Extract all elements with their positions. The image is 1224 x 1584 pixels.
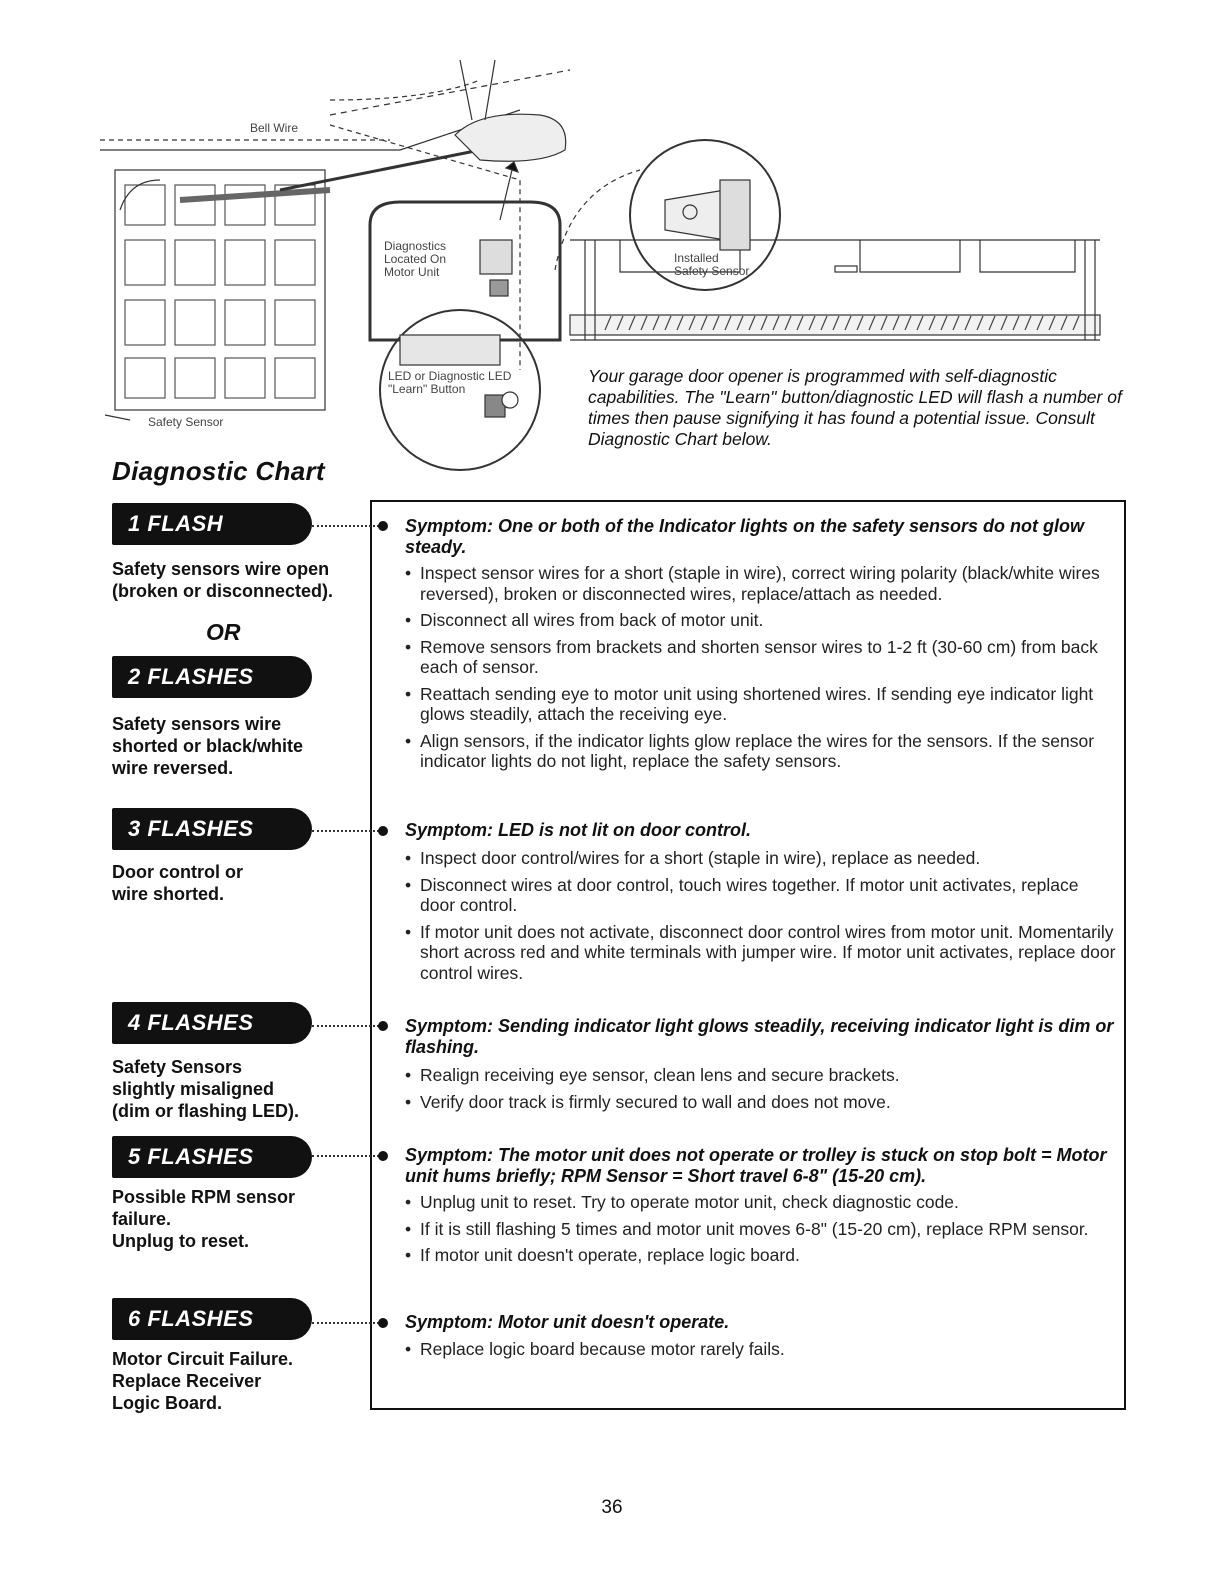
page-number: 36	[601, 1497, 623, 1518]
list-item: • Inspect sensor wires for a short (staple in wire), correct wiring polarity (black/white wires reversed), broken or disconnected wires, replace/attach as needed.	[405, 563, 1117, 604]
flash-cause-5: Possible RPM sensor failure. Unplug to reset.	[112, 1187, 296, 1251]
symptom-steps-1	[405, 563, 1117, 778]
flash-code-badge-6: 6 FLASHES	[112, 1298, 312, 1340]
symptom-steps-3	[405, 1065, 1117, 1118]
list-item: • Remove sensors from brackets and shorten sensor wires to 1-2 ft (30-60 cm) from back each of sensor.	[405, 637, 1117, 678]
flash-code-badge-4: 4 FLASHES	[112, 1002, 312, 1044]
flash-code-badge-2: 2 FLASHES	[112, 656, 312, 698]
list-item: • Disconnect all wires from back of motor unit.	[405, 610, 1117, 631]
symptom-bullet	[378, 1318, 388, 1328]
page-title: Diagnostic Chart	[112, 456, 325, 486]
symptom-bullet	[378, 521, 388, 531]
list-item: • Replace logic board because motor rarely fails.	[405, 1339, 1117, 1360]
flash-code-badge-5: 5 FLASHES	[112, 1136, 312, 1178]
led-learn-button-label: LED or Diagnostic LED "Learn" Button	[388, 369, 512, 396]
flash-cause-1: Safety sensors wire open (broken or disconnected).	[112, 559, 334, 601]
list-item: • Unplug unit to reset. Try to operate motor unit, check diagnostic code.	[405, 1192, 1117, 1213]
list-item: • Align sensors, if the indicator lights glow replace the wires for the sensors. If the sensor indicator lights do not light, replace the safety sensors.	[405, 731, 1117, 772]
symptom-title-1: Symptom: One or both of the Indicator lights on the safety sensors do not glow steady.	[405, 516, 1085, 557]
list-item: • If it is still flashing 5 times and motor unit moves 6-8" (15-20 cm), replace RPM sensor.	[405, 1219, 1117, 1240]
or-separator: OR	[206, 619, 241, 645]
leader-line	[312, 1322, 379, 1324]
list-item: • Disconnect wires at door control, touch wires together. If motor unit activates, replace door control.	[405, 875, 1117, 916]
flash-code-badge-1: 1 FLASH	[112, 503, 312, 545]
flash-cause-4: Safety Sensors slightly misaligned (dim or flashing LED).	[112, 1057, 299, 1121]
flash-code-badge-3: 3 FLASHES	[112, 808, 312, 850]
installed-safety-sensor-label: Installed Safety Sensor	[674, 251, 750, 278]
list-item: • Reattach sending eye to motor unit using shortened wires. If sending eye indicator light glows steadily, attach the receiving eye.	[405, 684, 1117, 725]
symptom-bullet	[378, 1151, 388, 1161]
symptom-bullet	[378, 1021, 388, 1031]
list-item: • Realign receiving eye sensor, clean lens and secure brackets.	[405, 1065, 1117, 1086]
diagnostics-location-label: Diagnostics Located On Motor Unit	[384, 239, 447, 279]
safety-sensor-label: Safety Sensor	[148, 415, 224, 429]
list-item: • If motor unit doesn't operate, replace logic board.	[405, 1245, 1117, 1266]
leader-line	[312, 1155, 379, 1157]
flash-cause-6: Motor Circuit Failure. Replace Receiver Logic Board.	[112, 1349, 294, 1413]
list-item: • Verify door track is firmly secured to wall and does not move.	[405, 1092, 1117, 1113]
bell-wire-label: Bell Wire	[250, 121, 299, 135]
symptom-steps-5	[405, 1339, 1117, 1366]
symptom-steps-4	[405, 1192, 1117, 1272]
list-item: • If motor unit does not activate, disconnect door control wires from motor unit. Momentarily short across red and white terminals with jumper wire. If motor unit activates, replace door control wires.	[405, 922, 1117, 984]
symptom-title-5: Symptom: Motor unit doesn't operate.	[405, 1312, 730, 1332]
flash-cause-3: Door control or wire shorted.	[112, 862, 243, 904]
flash-cause-2: Safety sensors wire shorted or black/white wire reversed.	[112, 714, 304, 778]
leader-line	[312, 830, 379, 832]
symptom-title-3: Symptom: Sending indicator light glows steadily, receiving indicator light is dim or flashing.	[405, 1016, 1114, 1057]
symptom-bullet	[378, 826, 388, 836]
symptom-title-4: Symptom: The motor unit does not operate or trolley is stuck on stop bolt = Motor unit hums briefly; RPM Sensor = Short travel 6-8" (15-20 cm).	[405, 1145, 1107, 1186]
list-item: • Inspect door control/wires for a short (staple in wire), replace as needed.	[405, 848, 1117, 869]
leader-line	[312, 1025, 379, 1027]
leader-line	[312, 525, 379, 527]
intro-paragraph: Your garage door opener is programmed with self-diagnostic capabilities. The "Learn" button/diagnostic LED will flash a number of times then pause signifying it has found a potential issue. Consult Diagnostic Chart below.	[588, 366, 1122, 449]
symptom-title-2: Symptom: LED is not lit on door control.	[405, 820, 751, 840]
symptom-steps-2	[405, 848, 1117, 989]
